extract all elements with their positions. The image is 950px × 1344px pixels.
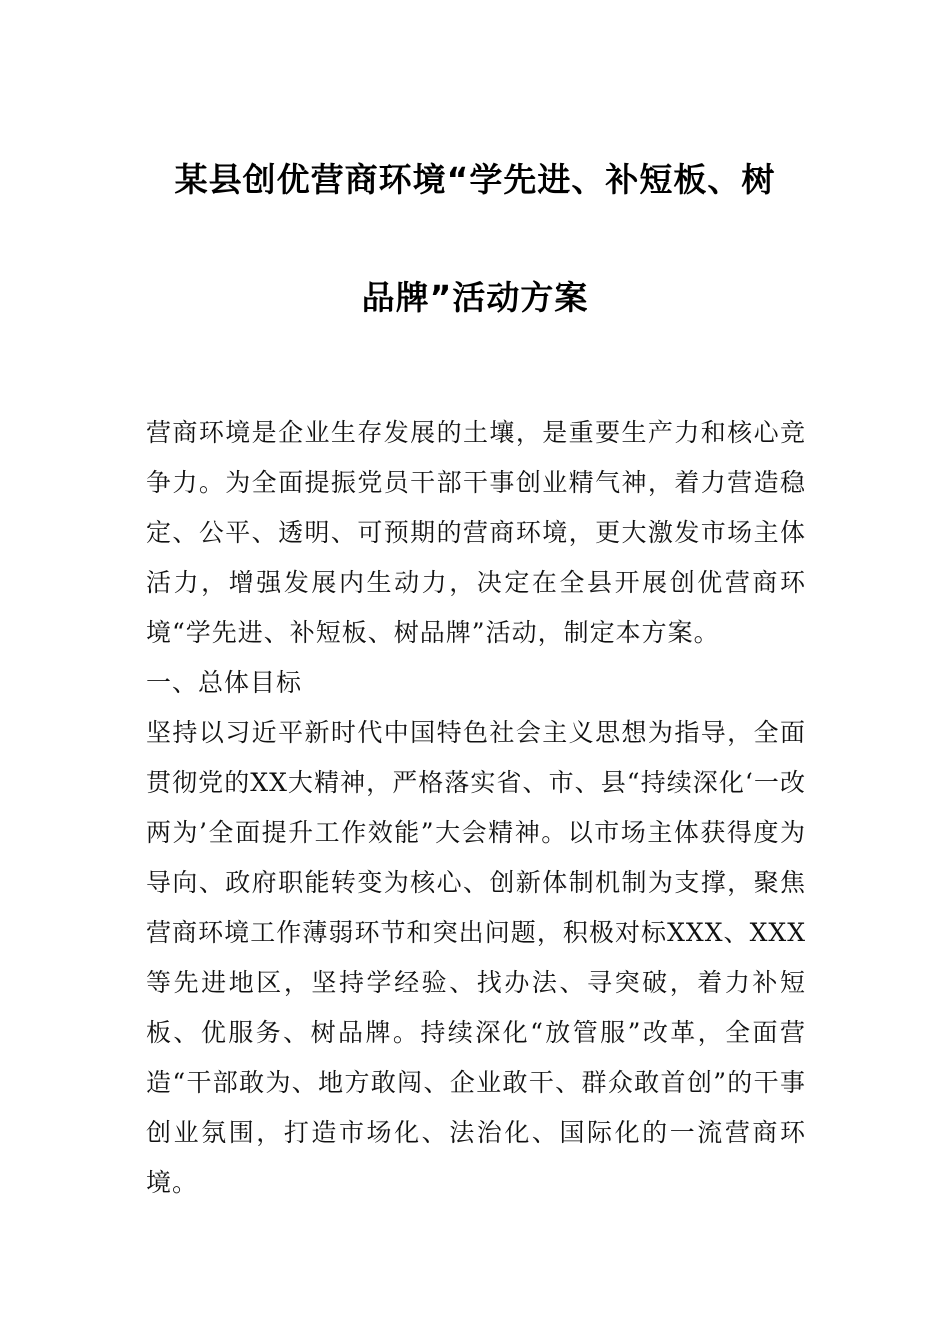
document-title-line-1: 某县创优营商环境“学先进、补短板、树 [174, 160, 776, 199]
intro-paragraph: 营商环境是企业生存发展的土壤，是重要生产力和核心竞争力。为全面提振党员干部干事创业精气神，着力营造稳定、公平、透明、可预期的营商环境，更大激发市场主体活力，增强发展内生动力，决定在全县开展创优营商环境“学先进、补短板、树品牌”活动，制定本方案。 [146, 418, 806, 647]
document-title-line-2: 品牌”活动方案 [361, 278, 589, 317]
overall-goal-paragraph: 坚持以习近平新时代中国特色社会主义思想为指导，全面贯彻党的XX大精神，严格落实省、市、县“持续深化‘一改两为’全面提升工作效能”大会精神。以市场主体获得度为导向、政府职能转变为核心、创新体制机制为支撑，聚焦营商环境工作薄弱环节和突出问题，积极对标XXX、XXX等先进地区，坚持学经验、找办法、寻突破，着力补短板、优服务、树品牌。持续深化“放管服”改革，全面营造“干部敢为、地方敢闯、企业敢干、群众敢首创”的干事创业氛围，打造市场化、法治化、国际化的一流营商环境。 [146, 718, 806, 1197]
section-heading-overall-goal: 一、总体目标 [146, 668, 303, 697]
